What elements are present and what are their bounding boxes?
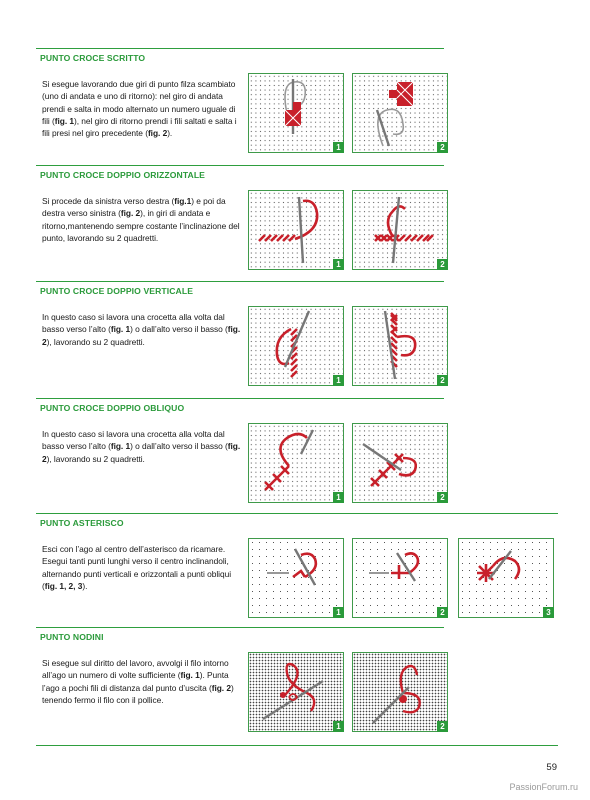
stitch-illustration: [353, 74, 447, 152]
figure-number: 2: [437, 492, 448, 503]
figure-number: 2: [437, 607, 448, 618]
section-text: Esci con l’ago al centro dell’asterisco da ricamare. Esegui tanti punti lunghi verso il centro inclinandoli, alternando punti verticali e orizzontali a punti obliqui (fig. 1, 2, 3).: [42, 544, 232, 591]
watermark: PassionForum.ru: [509, 782, 578, 792]
stitch-illustration: [353, 307, 447, 385]
figure-number: 2: [437, 721, 448, 732]
stitch-illustration: [353, 539, 447, 617]
figure-number: 2: [437, 142, 448, 153]
section-title: PUNTO CROCE DOPPIO VERTICALE: [40, 286, 194, 296]
figure-doppio-obliquo-2: [352, 423, 448, 503]
figure-number: 3: [543, 607, 554, 618]
section-text: In questo caso si lavora una crocetta alla volta dal basso verso l’alto (fig. 1) o dall’alto verso il basso (fig. 2), lavorando su 2 quadretti.: [42, 312, 241, 347]
stitch-illustration: [353, 424, 447, 502]
stitch-illustration: [249, 191, 343, 269]
figure-nodini-2: [352, 652, 448, 732]
section-text: Si esegue lavorando due giri di punto filza scambiato (uno di andata e uno di ritorno): nel giro di andata prendi e salta in modo alternato un numero uguale di fili (fig. 1), nel giro di ritorno prendi i fili saltati e salta i fili presi nel giro precedente (fig. 2).: [42, 79, 237, 139]
section-text: In questo caso si lavora una crocetta alla volta dal basso verso l’alto (fig. 1) o dall’alto verso il basso (fig. 2), lavorando su 2 quadretti.: [42, 429, 241, 464]
figure-number: 1: [333, 142, 344, 153]
stitch-illustration: [353, 191, 447, 269]
figure-number: 1: [333, 607, 344, 618]
figure-asterisco-2: [352, 538, 448, 618]
figure-asterisco-1: [248, 538, 344, 618]
section-rule: [36, 48, 444, 49]
figure-nodini-1: [248, 652, 344, 732]
figure-number: 1: [333, 721, 344, 732]
stitch-illustration: [459, 539, 553, 617]
section-text: Si esegue sul diritto del lavoro, avvolgi il filo intorno all’ago un numero di volte sufficiente (fig. 1). Punta l’ago a pochi fili di distanza dal punto d’uscita (fig. 2) tenendo fermo il filo con il pollice.: [42, 658, 234, 705]
section-rule: [36, 627, 444, 628]
figure-number: 1: [333, 492, 344, 503]
figure-number: 2: [437, 375, 448, 386]
section-title: PUNTO ASTERISCO: [40, 518, 124, 528]
bottom-rule: [36, 745, 558, 746]
stitch-illustration: [249, 424, 343, 502]
section-rule: [36, 513, 558, 514]
section-text: Si procede da sinistra verso destra (fig.1) e poi da destra verso sinistra (fig. 2), in giri di andata e ritorno,mantenendo sempre costante l’inclinazione del punto, lavorando su 2 quadretti.: [42, 196, 240, 243]
stitch-illustration: [249, 653, 343, 731]
figure-doppio-verticale-1: [248, 306, 344, 386]
figure-doppio-orizzontale-1: [248, 190, 344, 270]
figure-number: 1: [333, 375, 344, 386]
figure-doppio-orizzontale-2: [352, 190, 448, 270]
stitch-illustration: [249, 539, 343, 617]
figure-number: 2: [437, 259, 448, 270]
stitch-illustration: [249, 307, 343, 385]
section-title: PUNTO NODINI: [40, 632, 104, 642]
section-rule: [36, 398, 444, 399]
figure-croce-scritto-1: [248, 73, 344, 153]
figure-number: 1: [333, 259, 344, 270]
section-title: PUNTO CROCE DOPPIO ORIZZONTALE: [40, 170, 206, 180]
stitch-illustration: [353, 653, 447, 731]
figure-croce-scritto-2: [352, 73, 448, 153]
stitch-illustration: [249, 74, 343, 152]
figure-doppio-verticale-2: [352, 306, 448, 386]
page-number: 59: [546, 762, 557, 773]
figure-asterisco-3: [458, 538, 554, 618]
section-rule: [36, 281, 444, 282]
section-title: PUNTO CROCE DOPPIO OBLIQUO: [40, 403, 185, 413]
section-rule: [36, 165, 444, 166]
figure-doppio-obliquo-1: [248, 423, 344, 503]
section-title: PUNTO CROCE SCRITTO: [40, 53, 146, 63]
